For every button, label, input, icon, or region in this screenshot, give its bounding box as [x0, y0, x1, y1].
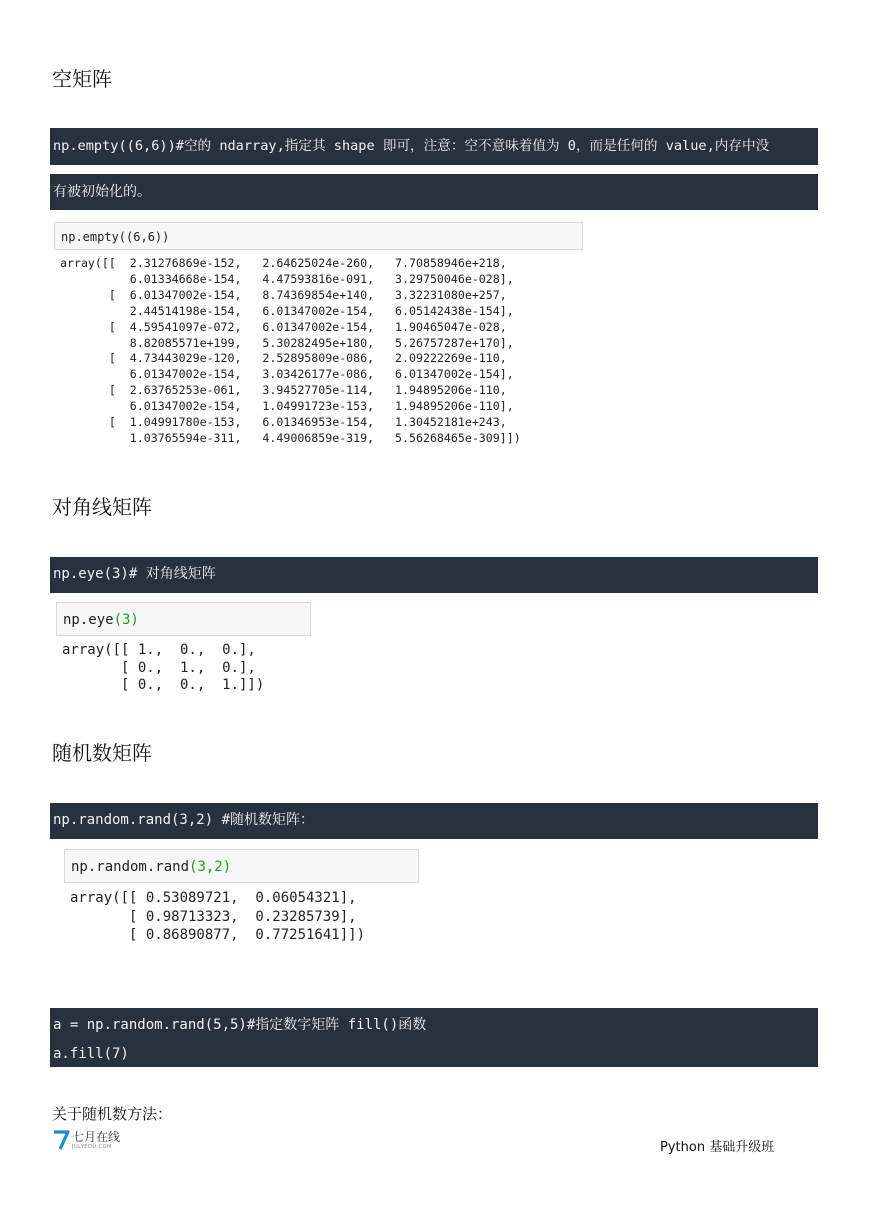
notebook-cell-empty [54, 222, 584, 450]
notebook-input: np.empty((6,6)) [54, 222, 583, 250]
random-methods-text: 关于随机数方法： [52, 1105, 173, 1123]
input-args: (3) [113, 612, 139, 628]
seven-logo-icon [53, 1130, 71, 1150]
code-line: 有被初始化的。 [53, 184, 151, 200]
code-line: np.empty((6,6))#空的 ndarray,指定其 shape 即可，注意：空不意味着值为 0，而是任何的 value,内存中没 [53, 138, 770, 154]
heading-empty-matrix: 空矩阵 [52, 67, 112, 91]
notebook-input [64, 849, 419, 883]
code-line: np.random.rand(3,2) #随机数矩阵： [53, 812, 315, 828]
notebook-output: array([[ 2.31276869e-152, 2.64625024e-260, 7.70858946e+218, 6.01334668e-154, 4.47593816e-091, 3.29750046e-028], [ 6.01347002e-154, 8.74369854e+140, 3.32231080e+257, 2.44514198e-154, 6.01347002e-154, 6.05142438e-154], [ 4.59541097e-072, 6.01347002e-154, 1.90465047e-028, 8.82085571e+199, 5.30282495e+180, 5.26757287e+170], [ 4.73443029e-120, 2.52895809e-086, 2.09222269e-110, 6.01347002e-154, 3.03426177e-086, 6.01347002e-154], [ 2.63765253e-061, 3.94527705e-114, 1.94895206e-110, 6.01347002e-154, 1.04991723e-153, 1.94895206e-110], [ 1.04991780e-153, 6.01346953e-154, 1.30452181e+243, 1.03765594e-311, 4.49006859e-319, 5.56268465e-309]]) [60, 256, 521, 445]
input-function: np.eye [63, 612, 114, 628]
logo-text: 七月在线 [72, 1130, 121, 1144]
course-name: Python 基础升级班 [660, 1140, 775, 1155]
code-line: a.fill(7) [53, 1046, 129, 1062]
heading-random-matrix: 随机数矩阵 [52, 741, 152, 765]
notebook-cell-eye [56, 602, 312, 702]
notebook-output: array([[ 0.53089721, 0.06054321], [ 0.98713323, 0.23285739], [ 0.86890877, 0.77251641]]) [70, 890, 366, 943]
notebook-input [56, 602, 311, 636]
code-block-fill [50, 1008, 818, 1067]
code-line: np.eye(3)# 对角线矩阵 [53, 566, 216, 582]
code-block-eye [50, 557, 818, 593]
notebook-cell-random [64, 849, 420, 949]
code-block-empty-1 [50, 128, 818, 165]
julyedu-logo [53, 1128, 133, 1154]
heading-diagonal-matrix: 对角线矩阵 [52, 495, 152, 519]
code-block-random [50, 803, 818, 839]
logo-subtext: JULYEDU.COM [72, 1144, 112, 1150]
notebook-output: array([[ 1., 0., 0.], [ 0., 1., 0.], [ 0., 0., 1.]]) [62, 642, 265, 693]
code-block-empty-2 [50, 174, 818, 210]
input-args: (3,2) [189, 859, 232, 875]
code-line: a = np.random.rand(5,5)#指定数字矩阵 fill()函数 [53, 1017, 427, 1033]
input-function: np.random.rand [71, 859, 190, 875]
